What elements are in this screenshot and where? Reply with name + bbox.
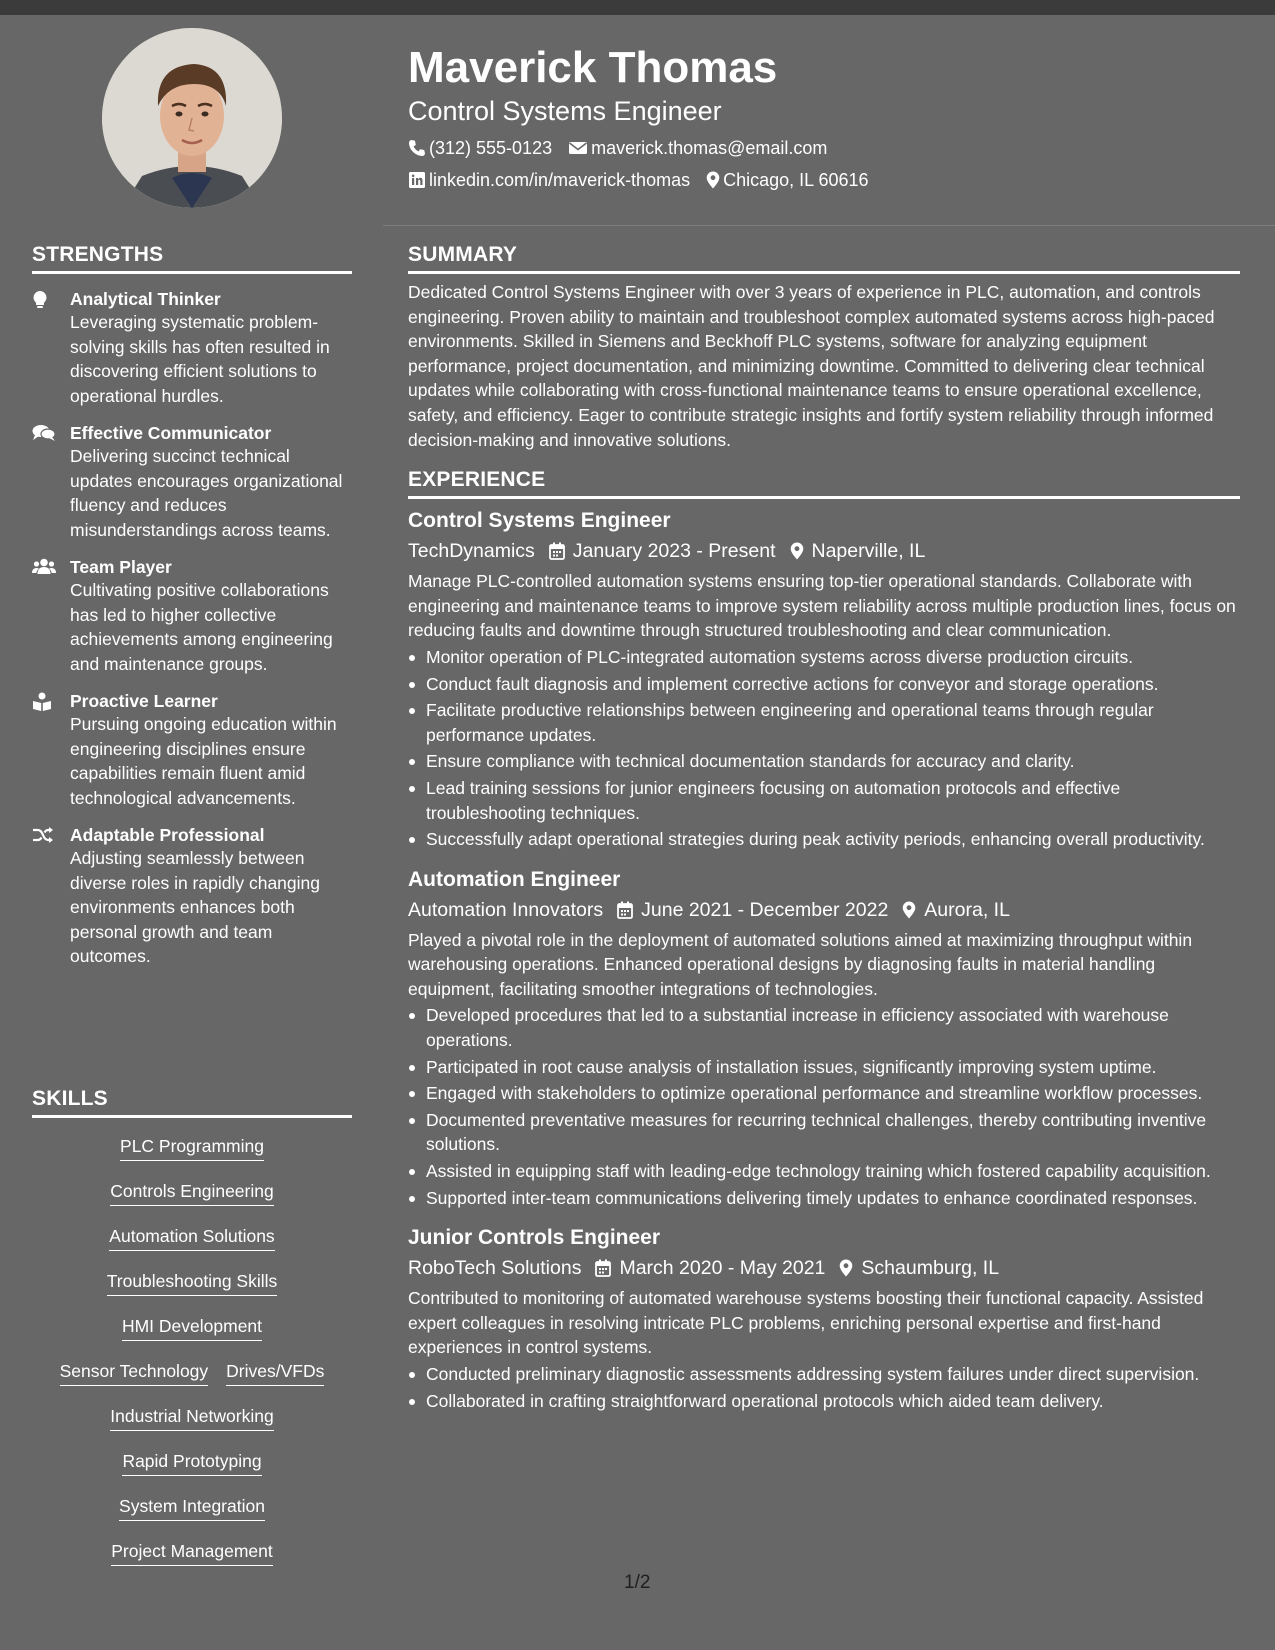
strength-description: Leveraging systematic problem-solving skills has often resulted in discovering efficient solutions to operational hurdles. bbox=[70, 312, 330, 406]
job-location-text: Naperville, IL bbox=[811, 540, 926, 563]
skills-heading: SKILLS bbox=[32, 1087, 352, 1118]
candidate-name: Maverick Thomas bbox=[408, 43, 778, 92]
strength-title: Adaptable Professional bbox=[70, 825, 265, 845]
strength-item bbox=[32, 556, 352, 676]
job-dates-text: January 2023 - Present bbox=[572, 540, 776, 563]
skill-tag[interactable]: Rapid Prototyping bbox=[122, 1451, 261, 1476]
strength-title: Effective Communicator bbox=[70, 423, 272, 443]
map-pin-icon bbox=[902, 901, 916, 919]
linkedin-text: linkedin.com/in/maverick-thomas bbox=[429, 170, 691, 190]
list-item: Monitor operation of PLC-integrated automation systems across diverse production circuits. bbox=[408, 645, 1240, 670]
strengths-section bbox=[32, 243, 352, 969]
strength-item bbox=[32, 690, 352, 810]
job-meta bbox=[408, 537, 1240, 565]
summary-text: Dedicated Control Systems Engineer with over 3 years of experience in PLC, automation, and controls engineering. Proven ability to maintain and troubleshoot complex automated systems across high-paced environments. Skilled in Siemens and Beckhoff PLC systems, software for analyzing equipment performance, project documentation, and minimizing downtime. Committed to delivering clear technical updates while collaborating with cross-functional maintenance teams to ensure operational excellence, safety, and efficiency. Eager to contribute strategic insights and fortify system reliability through informed decision-making and innovative solutions. bbox=[408, 282, 1215, 450]
envelope-icon bbox=[568, 140, 588, 156]
list-item: Supported inter-team communications delivering timely updates to enhance coordinated responses. bbox=[408, 1186, 1240, 1211]
list-item: Developed procedures that led to a substantial increase in efficiency associated with warehouse operations. bbox=[408, 1003, 1240, 1052]
strength-item bbox=[32, 824, 352, 969]
skill-tag[interactable]: Automation Solutions bbox=[109, 1226, 274, 1251]
job-company: TechDynamics bbox=[408, 540, 535, 563]
job-dates-text: June 2021 - December 2022 bbox=[641, 898, 889, 921]
calendar-icon bbox=[617, 901, 633, 919]
strength-description: Pursuing ongoing education within engineering disciplines ensure capabilities remain fluent amid technological advancements. bbox=[70, 714, 337, 808]
list-item: Conducted preliminary diagnostic assessments addressing system failures under direct supervision. bbox=[408, 1362, 1240, 1387]
summary-heading: SUMMARY bbox=[408, 243, 1240, 274]
skill-tag[interactable]: Sensor Technology bbox=[60, 1361, 209, 1386]
skills-section bbox=[32, 1087, 352, 1576]
email-contact[interactable] bbox=[568, 136, 827, 160]
location-text: Chicago, IL 60616 bbox=[723, 170, 869, 190]
strength-description: Cultivating positive collaborations has led to higher collective achievements among engineering and maintenance groups. bbox=[70, 580, 333, 674]
header-divider bbox=[383, 225, 1275, 226]
job-description: Played a pivotal role in the deployment of automated solutions aimed at maximizing throughput within warehousing operations. Enhanced operational designs by diagnosing faults in material handling equipment, facilitating smoother integrations of technologies. bbox=[408, 929, 1193, 999]
job-description: Manage PLC-controlled automation systems ensuring top-tier operational standards. Collaborate with engineering and maintenance teams to improve system reliability across multiple production lines, focus on reducing faults and downtime through structured troubleshooting and clear communication. bbox=[408, 571, 1236, 641]
linkedin-contact[interactable] bbox=[408, 168, 690, 192]
strengths-heading: STRENGTHS bbox=[32, 243, 352, 274]
header bbox=[408, 40, 1248, 192]
phone-text: (312) 555-0123 bbox=[429, 138, 553, 158]
job-entry bbox=[408, 1224, 1240, 1413]
job-dates bbox=[617, 896, 888, 924]
skill-tag[interactable]: Industrial Networking bbox=[110, 1406, 273, 1431]
job-description: Contributed to monitoring of automated warehouse systems boosting their functional capacity. Assisted expert colleagues in resolving intricate PLC problems, enriching personal expertise and first-hand experiences in control systems. bbox=[408, 1288, 1204, 1358]
strength-description: Adjusting seamlessly between diverse roles in rapidly changing environments enhances both personal growth and team outcomes. bbox=[70, 848, 320, 966]
shuffle-icon bbox=[32, 826, 56, 846]
skill-tag[interactable]: Troubleshooting Skills bbox=[107, 1271, 278, 1296]
job-company: Automation Innovators bbox=[408, 898, 604, 921]
page-number: 1/2 bbox=[624, 1572, 651, 1593]
job-meta bbox=[408, 896, 1240, 924]
skill-list bbox=[32, 1126, 352, 1576]
strength-item bbox=[32, 422, 352, 542]
phone-contact[interactable] bbox=[408, 136, 552, 160]
avatar bbox=[102, 28, 282, 208]
skill-tag[interactable]: PLC Programming bbox=[120, 1136, 264, 1161]
users-icon bbox=[32, 558, 56, 578]
job-bullets bbox=[408, 1362, 1240, 1413]
list-item: Successfully adapt operational strategies during peak activity periods, enhancing overall productivity. bbox=[408, 827, 1240, 852]
list-item: Documented preventative measures for recurring technical challenges, thereby contributing inventive solutions. bbox=[408, 1108, 1240, 1157]
job-location-text: Schaumburg, IL bbox=[861, 1257, 1000, 1280]
list-item: Ensure compliance with technical documentation standards for accuracy and clarity. bbox=[408, 749, 1240, 774]
phone-icon bbox=[408, 139, 426, 157]
job-bullets bbox=[408, 645, 1240, 852]
job-location bbox=[839, 1254, 999, 1282]
job-title: Control Systems Engineer bbox=[408, 509, 671, 533]
job-meta bbox=[408, 1254, 1240, 1282]
list-item: Assisted in equipping staff with leading-edge technology training which fostered capability acquisition. bbox=[408, 1159, 1240, 1184]
linkedin-icon bbox=[408, 171, 426, 189]
lightbulb-icon bbox=[32, 290, 56, 310]
job-title: Automation Engineer bbox=[408, 867, 621, 891]
job-location bbox=[790, 537, 926, 565]
skill-tag[interactable]: Drives/VFDs bbox=[226, 1361, 324, 1386]
location-contact bbox=[706, 168, 868, 192]
skill-tag[interactable]: Project Management bbox=[111, 1541, 272, 1566]
list-item: Participated in root cause analysis of installation issues, significantly improving system uptime. bbox=[408, 1055, 1240, 1080]
right-column bbox=[408, 243, 1240, 1415]
job-company: RoboTech Solutions bbox=[408, 1257, 582, 1280]
map-pin-icon bbox=[839, 1259, 853, 1277]
job-dates bbox=[595, 1254, 825, 1282]
contact-row-2 bbox=[408, 168, 1248, 192]
book-reader-icon bbox=[32, 692, 56, 712]
candidate-title: Control Systems Engineer bbox=[408, 96, 722, 126]
list-item: Collaborated in crafting straightforward operational protocols which aided team delivery. bbox=[408, 1389, 1240, 1414]
job-entry bbox=[408, 507, 1240, 852]
job-bullets bbox=[408, 1003, 1240, 1210]
skill-tag[interactable]: Controls Engineering bbox=[110, 1181, 273, 1206]
list-item: Conduct fault diagnosis and implement corrective actions for conveyor and storage operations. bbox=[408, 672, 1240, 697]
map-pin-icon bbox=[790, 542, 804, 560]
strength-title: Proactive Learner bbox=[70, 691, 218, 711]
contact-row bbox=[408, 136, 1248, 160]
calendar-icon bbox=[595, 1259, 611, 1277]
strength-item bbox=[32, 288, 352, 408]
experience-heading: EXPERIENCE bbox=[408, 468, 1240, 499]
skill-tag[interactable]: HMI Development bbox=[122, 1316, 262, 1341]
job-dates-text: March 2020 - May 2021 bbox=[619, 1257, 826, 1280]
top-bar bbox=[0, 0, 1275, 15]
email-text: maverick.thomas@email.com bbox=[591, 138, 828, 158]
strength-description: Delivering succinct technical updates encourages organizational fluency and reduces misunderstandings across teams. bbox=[70, 446, 343, 540]
strength-title: Analytical Thinker bbox=[70, 289, 221, 309]
experience-section bbox=[408, 468, 1240, 1413]
job-location-text: Aurora, IL bbox=[924, 898, 1010, 921]
job-entry bbox=[408, 866, 1240, 1211]
calendar-icon bbox=[549, 542, 565, 560]
list-item: Facilitate productive relationships between engineering and operational teams through regular performance updates. bbox=[408, 698, 1240, 747]
job-location bbox=[902, 896, 1010, 924]
list-item: Lead training sessions for junior engineers focusing on automation protocols and effective troubleshooting techniques. bbox=[408, 776, 1240, 825]
strength-title: Team Player bbox=[70, 557, 172, 577]
job-dates bbox=[549, 537, 776, 565]
skill-tag[interactable]: System Integration bbox=[119, 1496, 265, 1521]
comments-icon bbox=[32, 424, 56, 444]
map-pin-icon bbox=[706, 171, 720, 189]
list-item: Engaged with stakeholders to optimize operational performance and streamline workflow processes. bbox=[408, 1081, 1240, 1106]
job-title: Junior Controls Engineer bbox=[408, 1226, 661, 1250]
